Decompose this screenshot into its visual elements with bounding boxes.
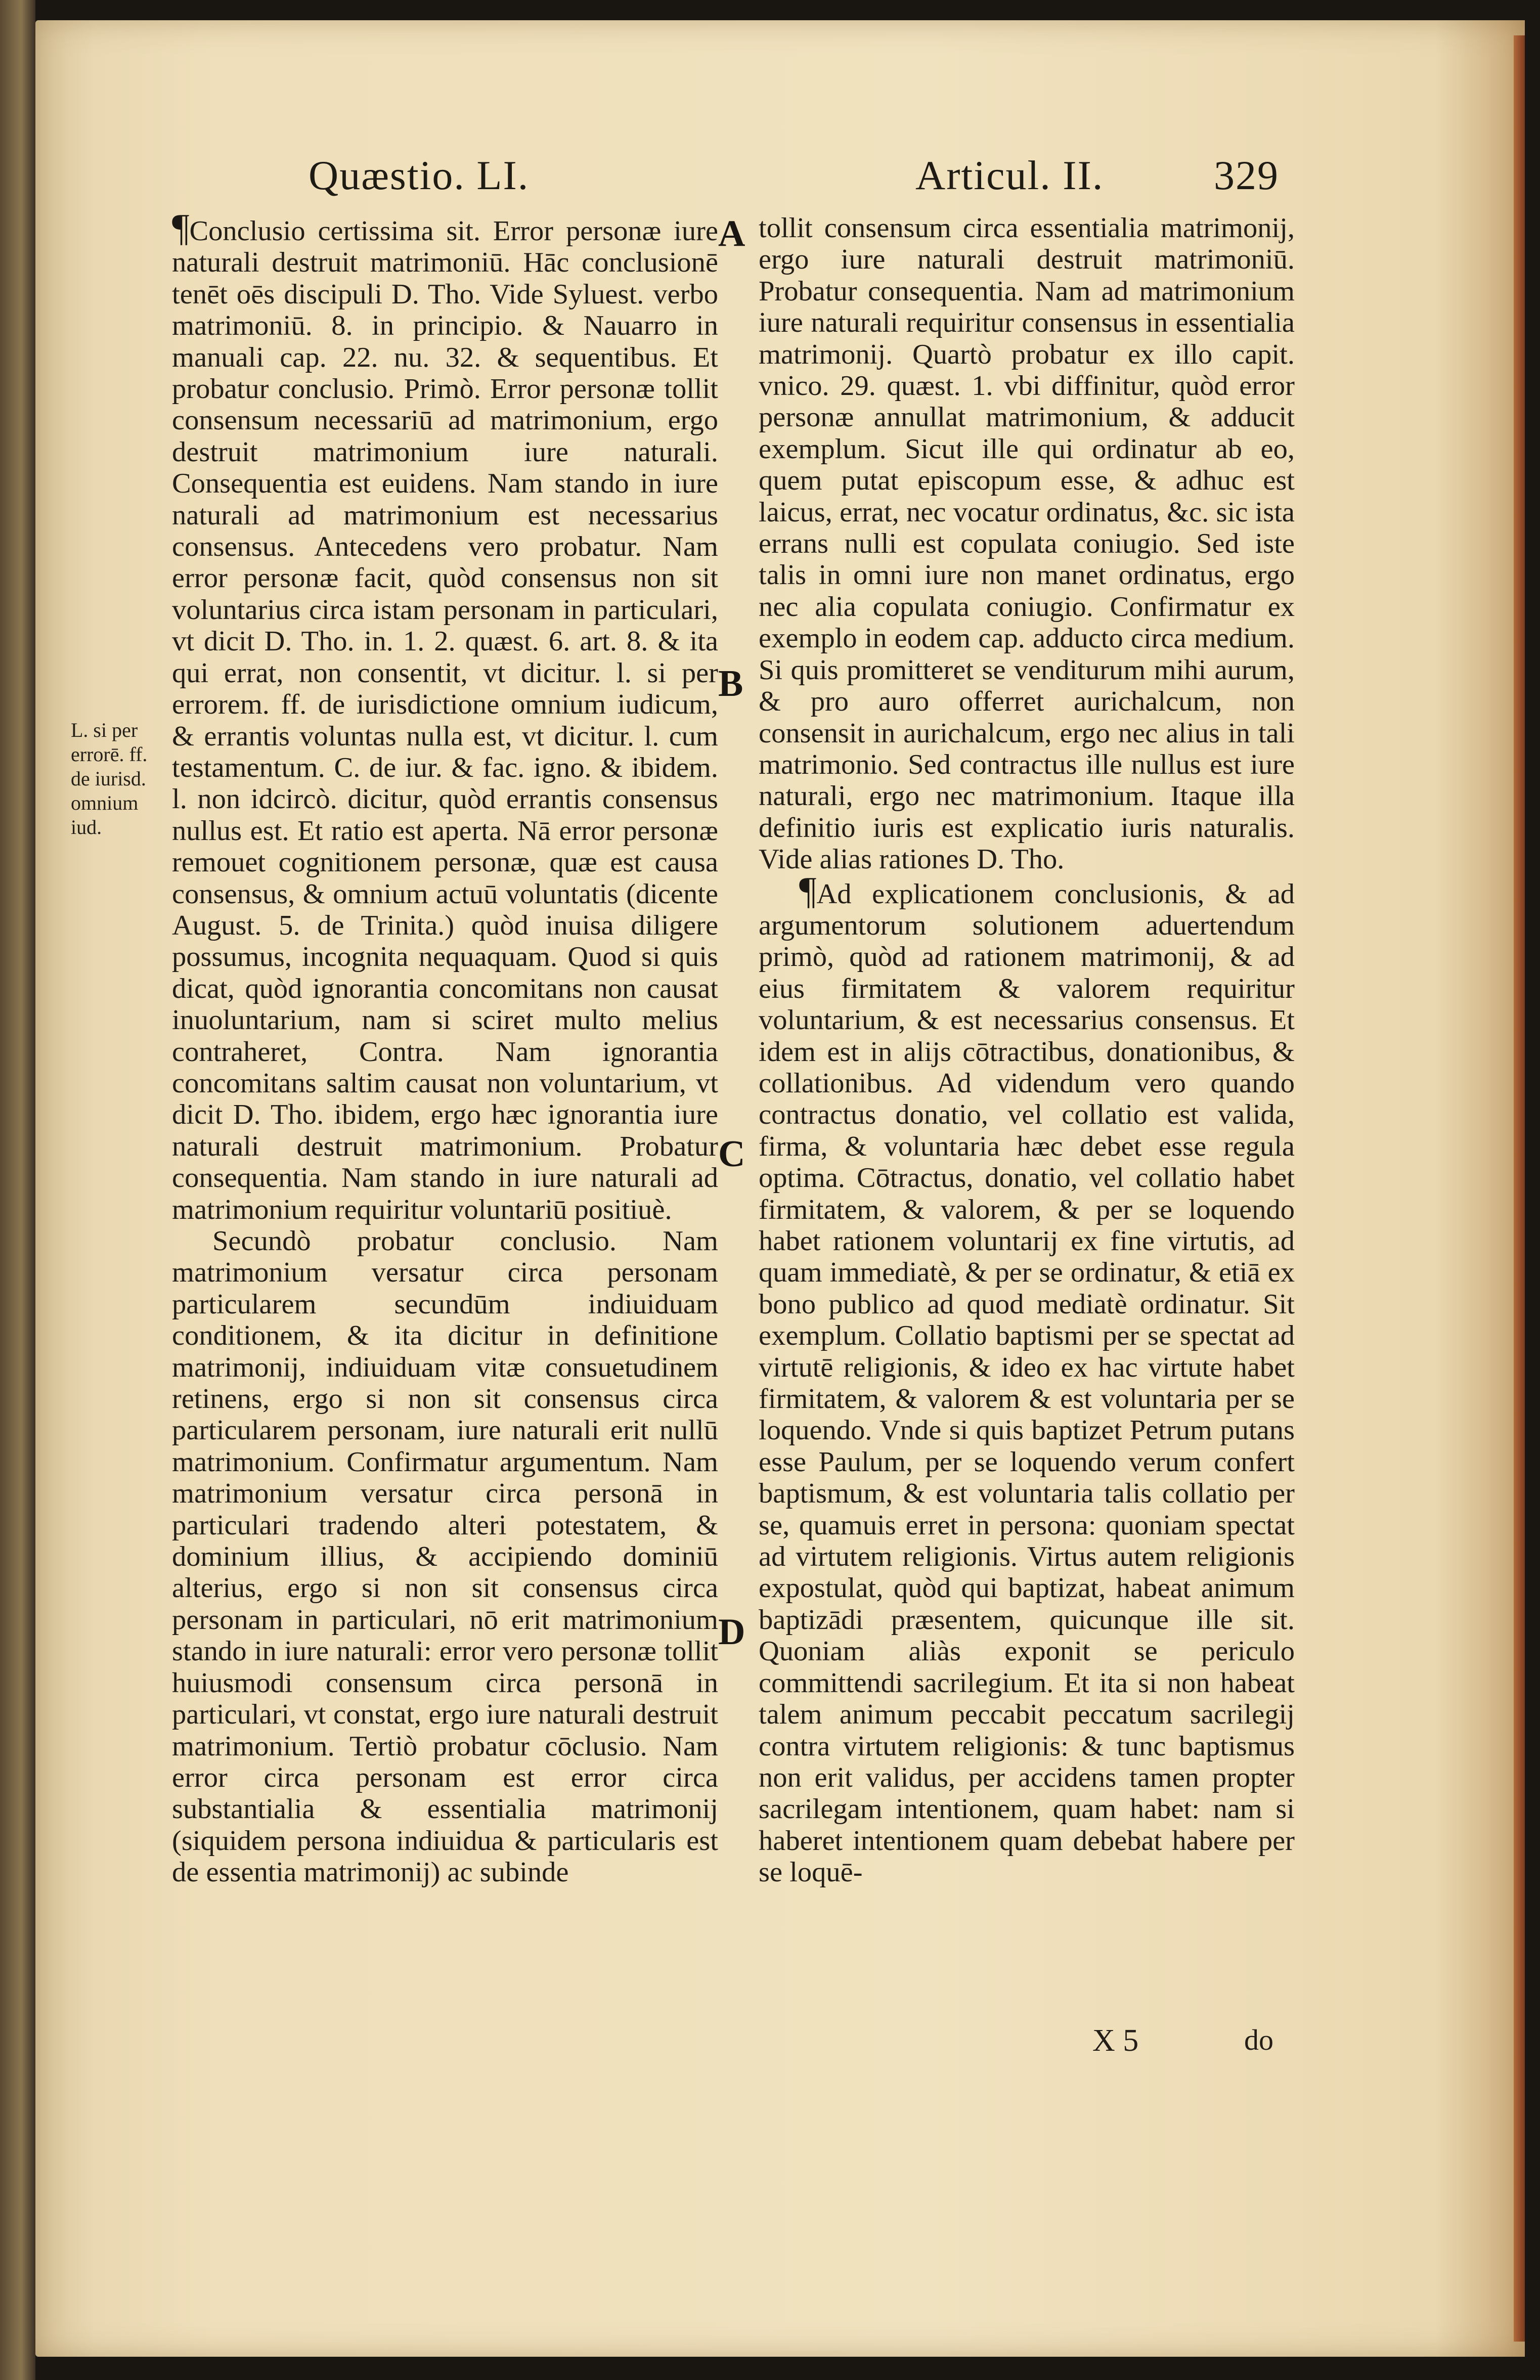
paragraph-text: Conclusio certissima sit. Error personæ iure naturali destruit matrimoniū. Hāc conclusionē tenēt oēs discipuli D. Tho. Vide Syluest. verbo matrimoniū. 8. in principio. & Nauarro in manuali cap. 22. nu. 32. & sequentibus. Et probatur conclusio. Primò. Error personæ tollit consensum necessariū ad matrimonium, ergo destruit matrimonium iure naturali. Consequentia est euidens. Nam stando in iure naturali ad matrimonium est necessarius consensus. Antecedens vero probatur. Nam error personæ facit, quòd consensus non sit voluntarius circa istam personam in particulari, vt dicit D. Tho. in. 1. 2. quæst. 6. art. 8. & ita qui errat, non consentit, vt dicitur. l. si per errorem. ff. de iurisdictione omnium iudicum, & errantis voluntas nulla est, vt dicitur. l. cum testamentum. C. de iur. & fac. igno. & ibidem. l. non idcircò. dicitur, quòd errantis consensus nullus est. Et ratio est aperta. Nā error personæ remouet cognitionem personæ, quæ est causa consensus, & omnium actuū voluntatis (dicente August. 5. de Trinita.) quòd inuisa diligere possumus, incognita nequaquam. Quod si quis dicat, quòd ignorantia concomitans non causat inuoluntarium, nam si sciret multo melius contraheret, Contra. Nam ignorantia concomitans saltim causat non voluntarium, vt dicit D. Tho. ibidem, ergo hæc ignorantia iure naturali destruit matrimonium. Probatur consequentia. Nam stando in iure naturali ad matrimonium requiritur voluntariū positiuè. bbox=[172, 215, 718, 1225]
page-number: 329 bbox=[1214, 152, 1279, 198]
running-head-right: Articul. II. bbox=[915, 152, 1104, 198]
catchword: do bbox=[1244, 2023, 1273, 2056]
signature-mark: X 5 bbox=[1092, 2023, 1139, 2058]
page-edge bbox=[1514, 35, 1525, 2342]
paragraph-text: Ad explicationem conclusionis, & ad argumentorum solutionem aduertendum primò, quòd ad rationem matrimonij, & ad eius firmitatem & valorem requiritur voluntarium, & est necessarius consensus. Et idem est in alijs cōtractibus, donationibus, & collationibus. Ad videndum vero quando contractus donatio, vel collatio est valida, firma, & voluntaria hæc debet esse regula optima. Cōtractus, donatio, vel collatio habet firmitatem, & valorem, & per se loquendo habet rationem voluntarij ex fine virtutis, ad quam immediatè, & per se ordinatur, & etiā ex bono publico ad quod mediatè ordinatur. Sit exemplum. Collatio baptismi per se spectat ad virtutē religionis, & ideo ex hac virtute habet firmitatem, & valorem & est voluntaria per se loquendo. Vnde si quis baptizet Petrum putans esse Paulum, per se loquendo verum confert baptismum, & est voluntaria talis collatio per se, quamuis erret in persona: quoniam spectat ad virtutem religionis. Virtus autem religionis expostulat, quòd qui baptizat, habeat animum baptizādi præsentem, quicunque ille sit. Quoniam aliàs exponit se periculo committendi sacrilegium. Et ita si non habeat talem animum peccabit peccatum sacrilegij contra virtutem religionis: & tunc baptismus non erit validus, per accidens tamen propter sacrilegam intentionem, quam habet: nam si haberet intentionem quam debebat habere per se loquē- bbox=[759, 878, 1295, 1888]
right-column bbox=[759, 212, 1295, 1888]
paragraph: tollit consensum circa essentialia matrimonij, ergo iure naturali destruit matrimoniū. Probatur consequentia. Nam ad matrimonium iure naturali requiritur consensus in essentialia matrimonij. Quartò probatur ex illo capit. vnico. 29. quæst. 1. vbi diffinitur, quòd error personæ annullat matrimonium, & adducit exemplum. Sicut ille qui ordinatur ab eo, quem putat episcopum esse, & adhuc est laicus, errat, nec vocatur ordinatus, &c. sic ista errans nulli est copulata coniugio. Sed iste talis in omni iure non manet ordinatus, ergo nec alia copulata coniugio. Confirmatur ex exemplo in eodem cap. adducto circa medium. Si quis promitteret se venditurum mihi aurum, & pro auro offerret aurichalcum, non consensit in aurichalcum, ergo nec alius in tali matrimonio. Sed contractus ille nullus est iure naturali, ergo nec matrimonium. Itaque illa definitio iuris est explicatio iuris naturalis. Vide alias rationes D. Tho. bbox=[759, 212, 1295, 875]
paragraph bbox=[172, 206, 718, 1225]
book-gutter bbox=[0, 0, 35, 2380]
section-marker-c: C bbox=[718, 1133, 745, 1175]
section-marker-a: A bbox=[718, 213, 745, 254]
pilcrow-icon: ¶ bbox=[799, 869, 817, 912]
paragraph bbox=[759, 869, 1295, 1888]
running-head-left: Quæstio. LI. bbox=[309, 152, 530, 198]
pilcrow-icon: ¶ bbox=[172, 206, 190, 249]
paragraph: Secundò probatur conclusio. Nam matrimonium versatur circa personam particularem secundūm indiuiduam conditionem, & ita dicitur in definitione matrimonij, indiuiduam vitæ consuetudinem retinens, ergo si non sit consensus circa particularem personam, iure naturali erit nullū matrimonium. Confirmatur argumentum. Nam matrimonium versatur circa personā in particulari tradendo alteri potestatem, & dominium illius, & accipiendo dominiū alterius, ergo si non sit consensus circa personam in particulari, nō erit matrimonium stando in iure naturali: error vero personæ tollit huiusmodi consensum circa personā in particulari, vt constat, ergo iure naturali destruit matrimonium. Tertiò probatur cōclusio. Nam error circa personam est error circa substantialia & essentialia matrimonij (siquidem persona indiuidua & particularis est de essentia matrimonij) ac subinde bbox=[172, 1225, 718, 1888]
left-column bbox=[172, 206, 718, 1888]
section-marker-d: D bbox=[718, 1611, 745, 1653]
margin-note: L. si per errorē. ff. de iurisd. omnium iud. bbox=[71, 719, 148, 839]
section-marker-b: B bbox=[718, 663, 743, 704]
